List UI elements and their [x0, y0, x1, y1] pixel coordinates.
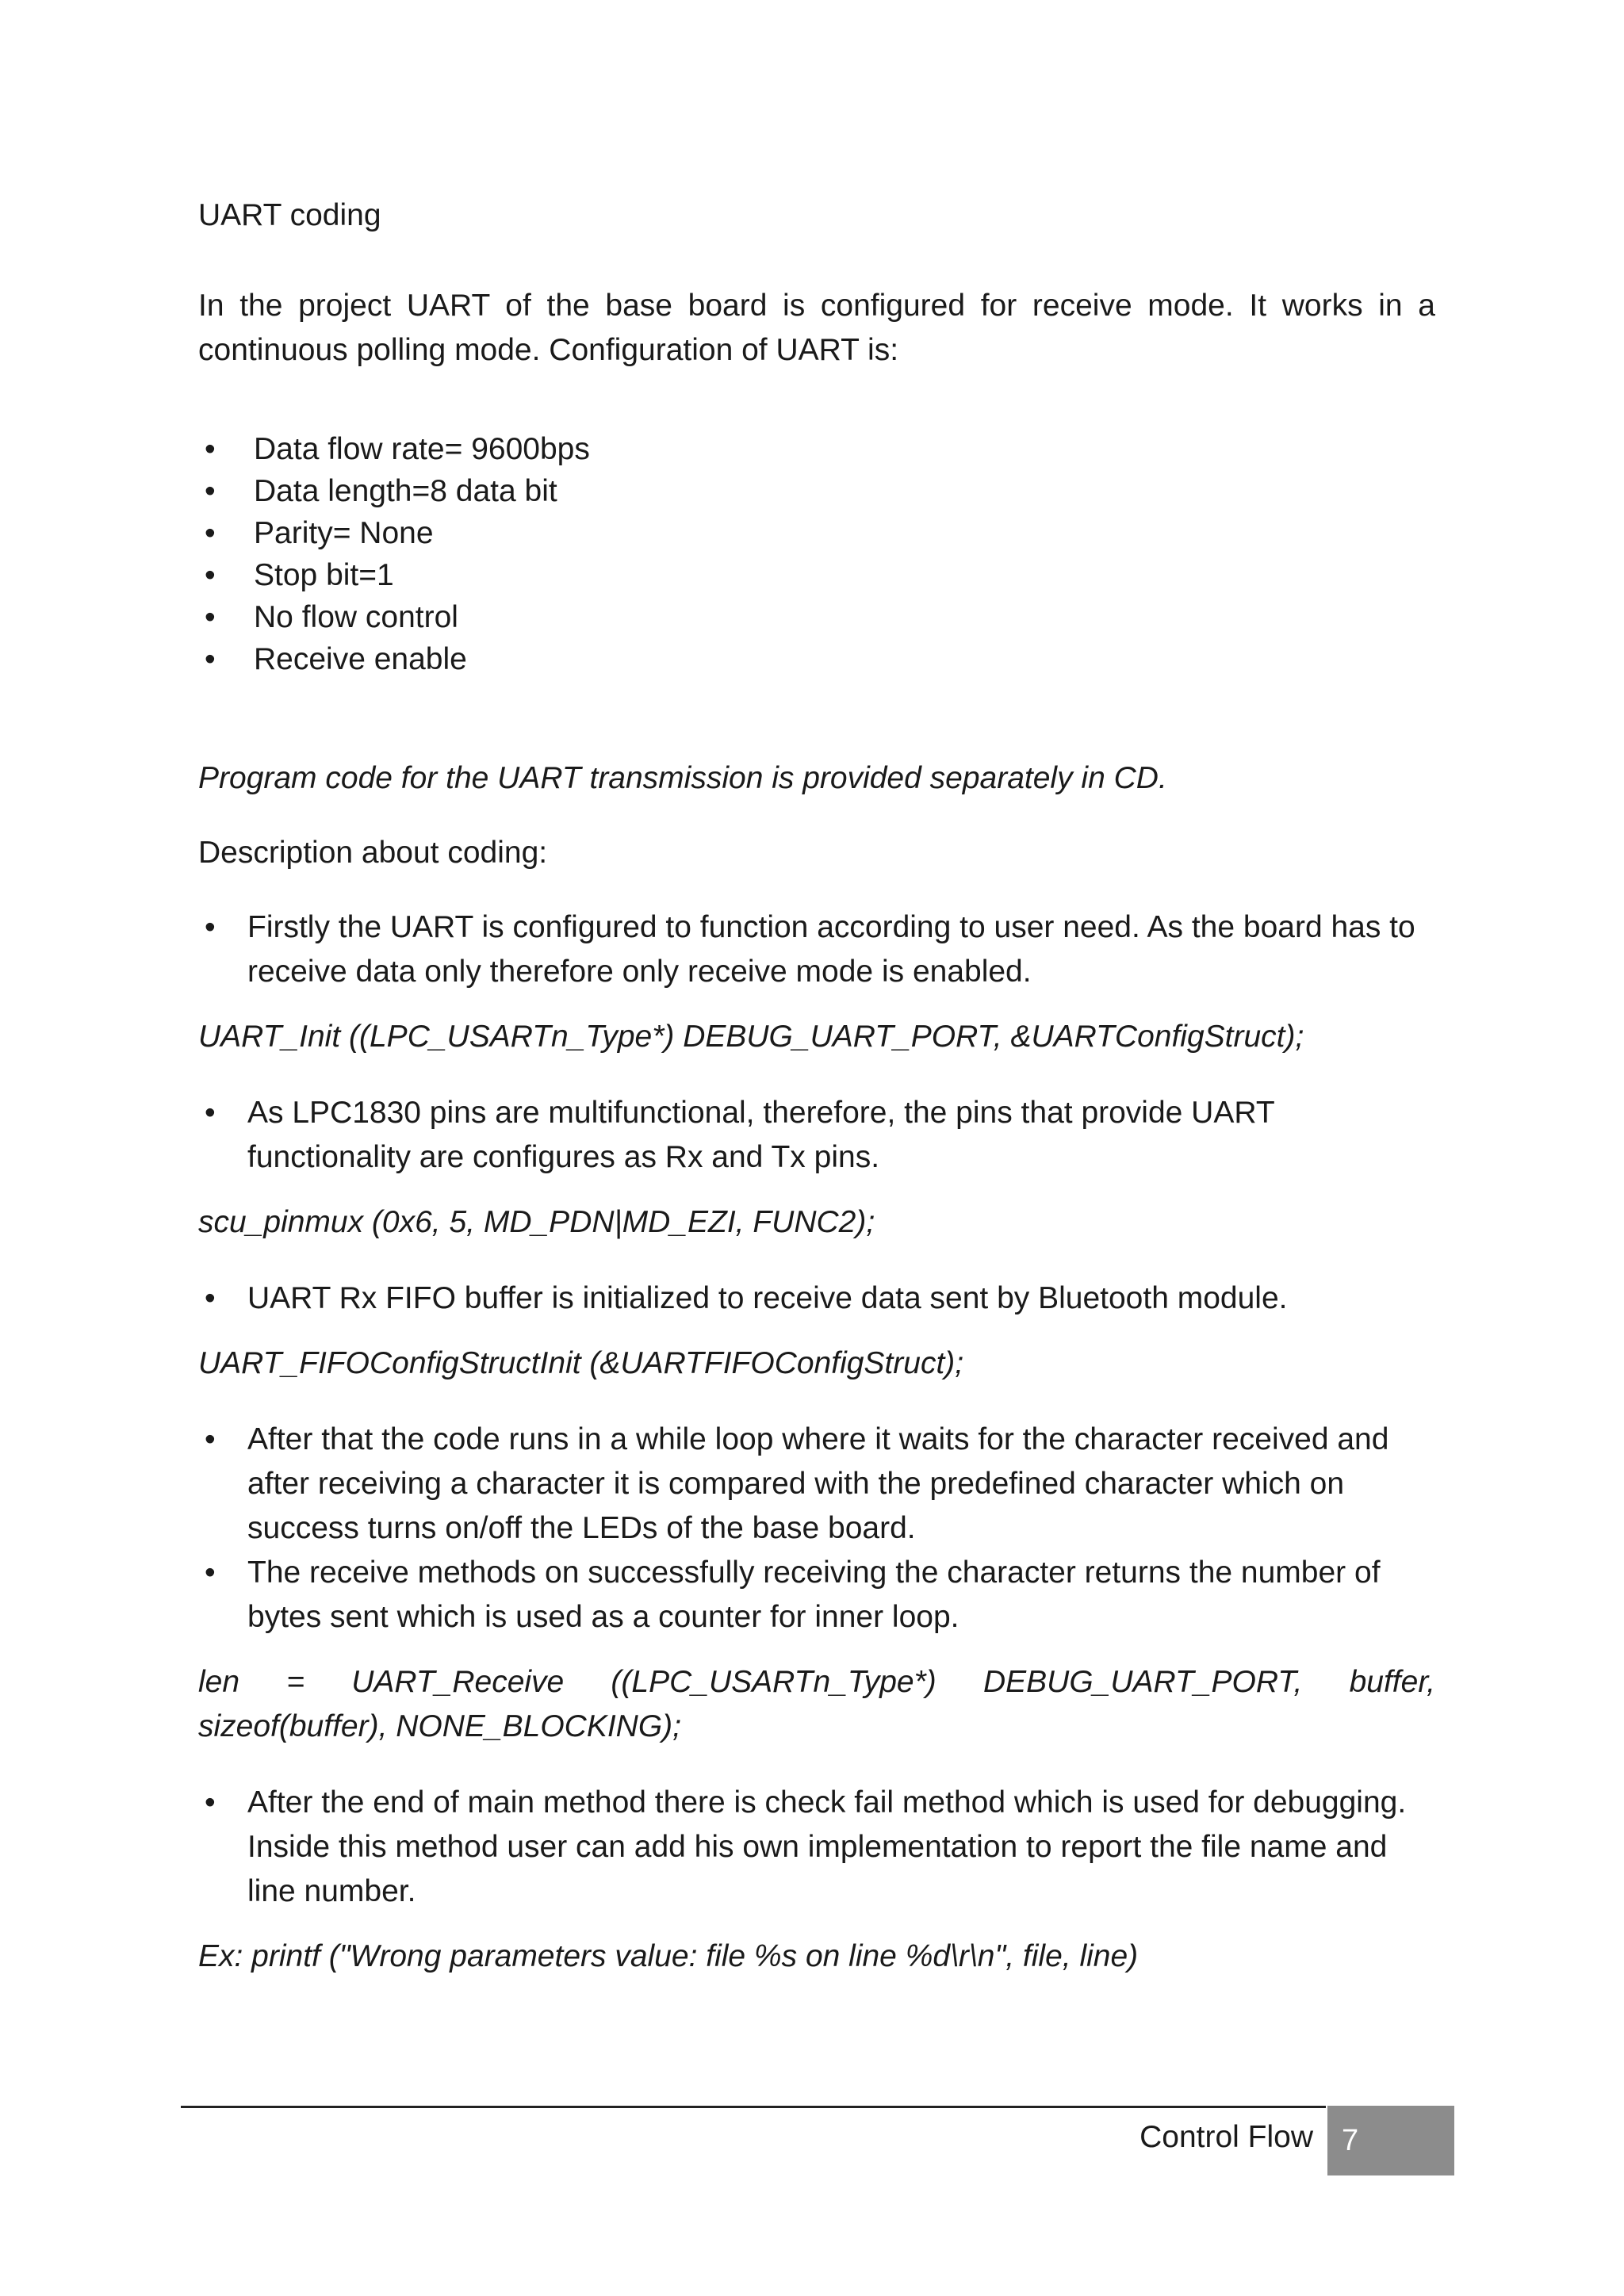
config-item: • Data flow rate= 9600bps — [198, 428, 1435, 470]
config-item: • Stop bit=1 — [198, 554, 1435, 596]
bullet-icon: • — [205, 1422, 216, 1456]
section-heading: UART coding — [198, 198, 381, 232]
config-item: • Receive enable — [198, 638, 1435, 680]
bullet-icon: • — [205, 600, 216, 634]
cd-note: Program code for the UART transmission is provided separately in CD. — [198, 761, 1167, 795]
config-item: • No flow control — [198, 596, 1435, 638]
uart-config-list — [198, 428, 1435, 680]
code-snippet: len = UART_Receive ((LPC_USARTn_Type*) DEBUG_UART_PORT, buffer, sizeof(buffer), NONE_BLOCKING); — [198, 1665, 1435, 1743]
bullet-icon: • — [205, 1281, 216, 1315]
code-snippet: Ex: printf ("Wrong parameters value: file %s on line %d\r\n", file, line) — [198, 1939, 1139, 1973]
page-content — [198, 193, 1435, 2011]
step-list — [198, 905, 1435, 994]
step-item: • As LPC1830 pins are multifunctional, therefore, the pins that provide UART functionality are configures as Rx and Tx pins. — [198, 1091, 1435, 1180]
code-snippet: scu_pinmux (0x6, 5, MD_PDN|MD_EZI, FUNC2); — [198, 1205, 875, 1239]
footer-divider — [181, 2106, 1326, 2108]
step-item: • After the end of main method there is check fail method which is used for debugging. Inside this method user can add his own implementation to report the file name and line number. — [198, 1781, 1435, 1914]
step-item: • After that the code runs in a while loop where it waits for the character received and after receiving a character it is compared with the predefined character which on success turns on/off the LEDs of the base board. — [198, 1418, 1435, 1551]
bullet-icon: • — [205, 1556, 216, 1590]
step-list — [198, 1091, 1435, 1180]
step-item: • Firstly the UART is configured to function according to user need. As the board has to receive data only therefore only receive mode is enabled. — [198, 905, 1435, 994]
intro-paragraph: In the project UART of the base board is configured for receive mode. It works in a continuous polling mode. Configuration of UART is: — [198, 289, 1435, 367]
bullet-icon: • — [205, 1096, 216, 1130]
bullet-icon: • — [205, 432, 216, 466]
step-item: • UART Rx FIFO buffer is initialized to receive data sent by Bluetooth module. — [198, 1276, 1435, 1321]
step-list — [198, 1781, 1435, 1914]
step-list — [198, 1276, 1435, 1321]
bullet-icon: • — [205, 474, 216, 508]
description-title: Description about coding: — [198, 836, 548, 870]
bullet-icon: • — [205, 1785, 216, 1820]
code-snippet: UART_Init ((LPC_USARTn_Type*) DEBUG_UART_PORT, &UARTConfigStruct); — [198, 1020, 1304, 1054]
bullet-icon: • — [205, 910, 216, 944]
config-item: • Data length=8 data bit — [198, 470, 1435, 512]
bullet-icon: • — [205, 642, 216, 676]
config-item: • Parity= None — [198, 512, 1435, 554]
page-number: 7 — [1342, 2124, 1359, 2157]
step-item: • The receive methods on successfully receiving the character returns the number of bytes sent which is used as a counter for inner loop. — [198, 1551, 1435, 1640]
code-snippet: UART_FIFOConfigStructInit (&UARTFIFOConfigStruct); — [198, 1346, 964, 1380]
footer-section-label: Control Flow — [1139, 2120, 1313, 2154]
page-number-box — [1327, 2106, 1454, 2175]
bullet-icon: • — [205, 516, 216, 550]
step-list — [198, 1418, 1435, 1640]
bullet-icon: • — [205, 558, 216, 592]
